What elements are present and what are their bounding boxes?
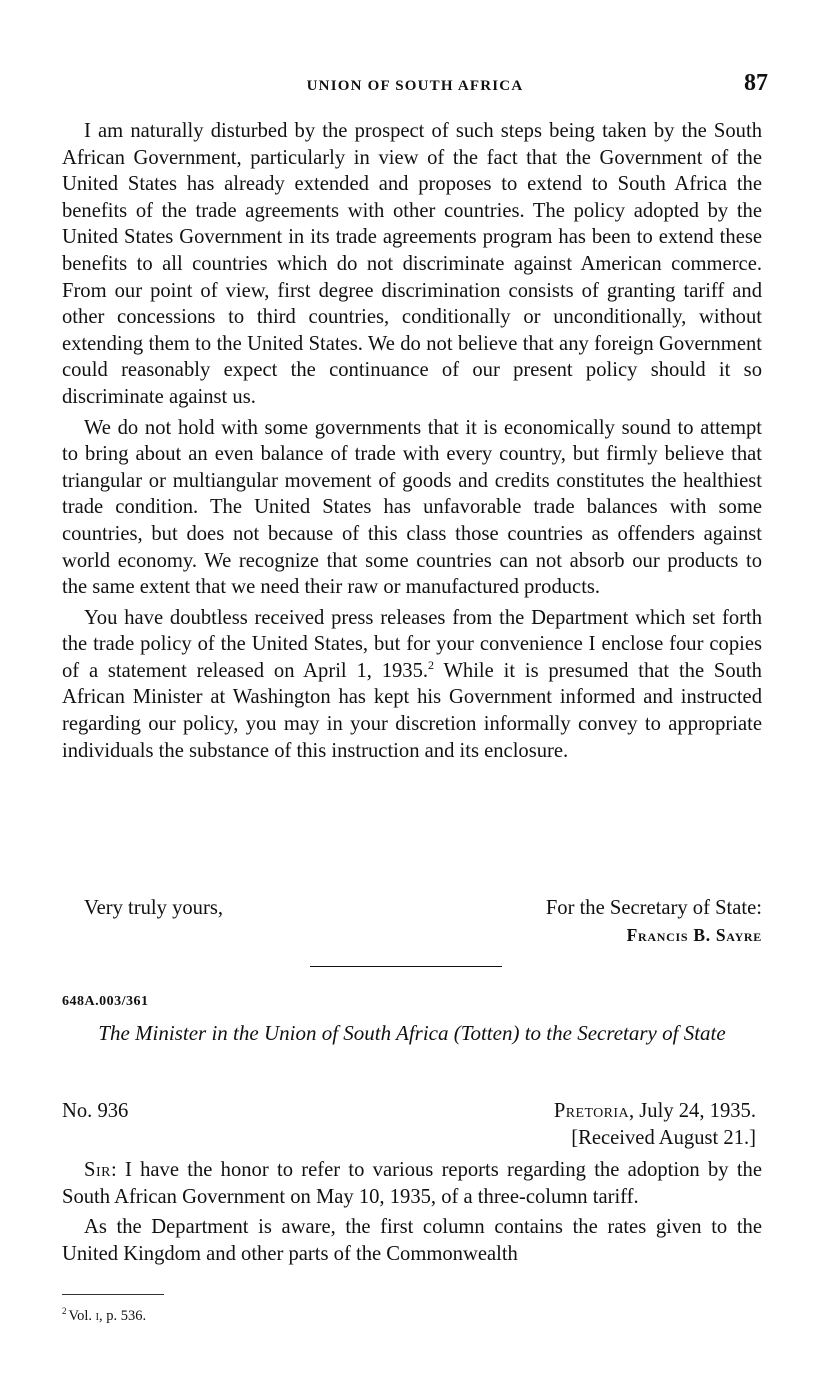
paragraph-first-column: As the Department is aware, the first column contains the rates given to the United Kingdom and other parts of the Commonwealth <box>62 1216 762 1265</box>
dispatch-place-date <box>554 1098 756 1125</box>
dispatch-place: Pretoria <box>553 1100 629 1122</box>
complimentary-close: Very truly yours, <box>84 897 223 919</box>
paragraph-press-releases <box>62 605 762 765</box>
received-date: [Received August 21.] <box>571 1127 756 1149</box>
footnote <box>62 1306 146 1325</box>
footnote-reference[interactable]: 2 <box>428 658 435 673</box>
paragraph-tariff-reports-text: : I have the honor to refer to various reports regarding the adoption by the South African Government on May 10, 1935, of a three-column tariff. <box>62 1159 762 1208</box>
paragraph-press-releases-part2: While it is presumed that the South African Minister at Washington has kept his Government informed and instructed regarding our policy, you may in your discretion informally convey to appropriate individuals the substance of this instruction and its enclosure. <box>62 659 762 762</box>
dispatch-body <box>62 1157 762 1267</box>
footnote-text-suffix: , p. 536. <box>98 1307 147 1324</box>
file-number: 648A.003/361 <box>62 994 149 1009</box>
paragraph-tariff-reports <box>62 1157 762 1210</box>
paragraph-discrimination: I am naturally disturbed by the prospect of such steps being taken by the South African Government, particularly in view of the fact that the Government of the United States has already extended and proposes to extend to South Africa the benefits of the trade agreements with other countries. The policy adopted by the United States Government in its trade agreements program has been to extend these benefits to all countries which do not discriminate against American commerce. From our point of view, first degree discrimination consists of granting tariff and other concessions to third countries, conditionally or unconditionally, without extending them to the United States. We do not believe that any foreign Government could reasonably expect the continuance of our present policy should it so discriminate against us. <box>62 120 762 408</box>
running-title: UNION OF SOUTH AFRICA <box>306 78 524 94</box>
document-heading: The Minister in the Union of South Africa (Totten) to the Secretary of State <box>98 1021 726 1045</box>
paragraph-trade-balance: We do not hold with some governments that it is economically sound to attempt to bring about an even balance of trade with every country, but firmly believe that triangular or multiangular movement of goods and credits constitutes the healthiest trade condition. The United States has unfavorable trade balances with some countries, but does not because of this class those countries as offenders against world economy. We recognize that some countries can not absorb our products to the same extent that we need their raw or manufactured products. <box>62 416 762 599</box>
dispatch-date: , July 24, 1935. <box>628 1100 756 1122</box>
dispatch-row <box>62 1098 762 1152</box>
section-divider <box>310 966 502 967</box>
footnote-text-prefix: Vol. <box>68 1307 96 1324</box>
closing-row <box>62 895 762 922</box>
signer-line: For the Secretary of State: <box>545 897 762 919</box>
footnote-rule <box>62 1294 164 1295</box>
paragraph-press-releases-part1: You have doubtless received press releases from the Department which set forth the trade policy of the United States, but for your convenience I enclose four copies of a statement released on April 1, 1935. <box>62 606 762 682</box>
dispatch-number: No. 936 <box>62 1100 129 1122</box>
page-number: 87 <box>744 70 768 96</box>
letter-body <box>62 118 762 764</box>
running-head <box>62 70 768 104</box>
salutation: Sir <box>84 1159 111 1181</box>
signature: Francis B. Sayre <box>626 925 762 945</box>
footnote-mark: 2 <box>62 1306 67 1316</box>
footnote-volume: i <box>95 1307 99 1324</box>
